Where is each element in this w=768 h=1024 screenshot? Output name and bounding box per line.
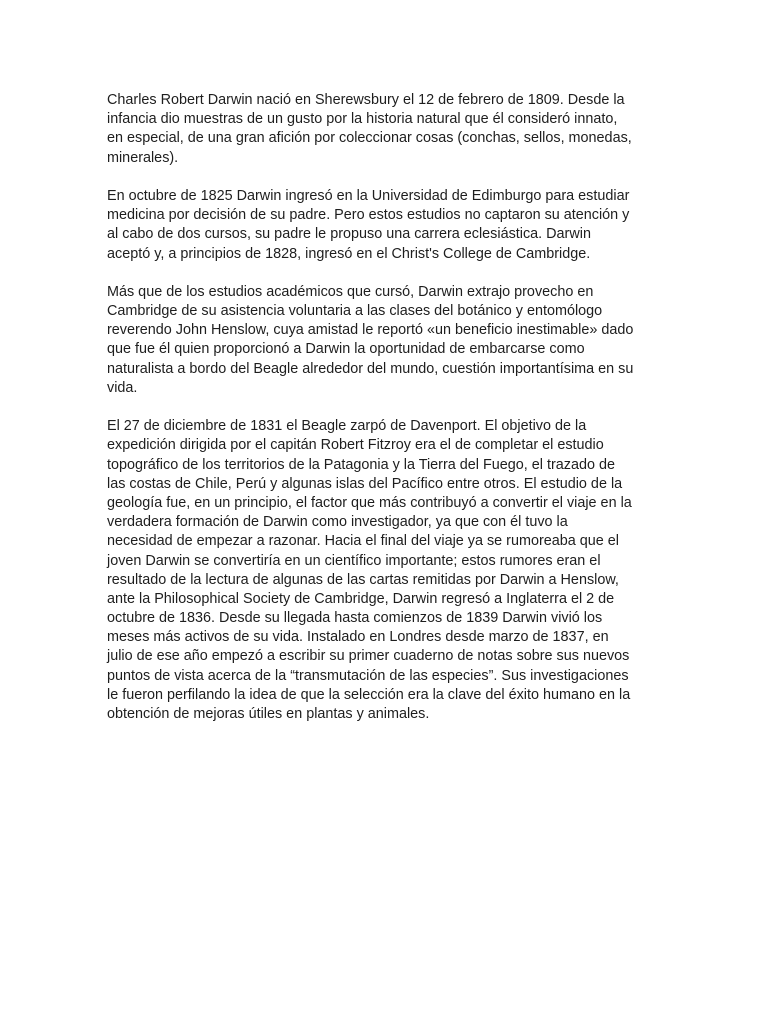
- text-line: verdadera formación de Darwin como investigador, ya que con él tuvo la: [107, 514, 568, 531]
- text-line: al cabo de dos cursos, su padre le propuso una carrera eclesiástica. Darwin: [107, 226, 591, 243]
- text-line: El 27 de diciembre de 1831 el Beagle zarpó de Davenport. El objetivo de la: [107, 418, 587, 435]
- text-line: Charles Robert Darwin nació en Sherewsbury el 12 de febrero de 1809. Desde la: [107, 92, 625, 108]
- text-line: que fue él quien proporcionó a Darwin la oportunidad de embarcarse como: [107, 341, 585, 358]
- text-line: julio de ese año empezó a escribir su primer cuaderno de notas sobre sus nuevos: [107, 648, 630, 665]
- text-line: Más que de los estudios académicos que cursó, Darwin extrajo provecho en: [107, 283, 594, 300]
- text-line: medicina por decisión de su padre. Pero estos estudios no captaron su atención y: [107, 207, 630, 224]
- text-line: aceptó y, a principios de 1828, ingresó en el Christ's College de Cambridge.: [107, 245, 591, 262]
- text-line: expedición dirigida por el capitán Robert Fitzroy era el de completar el estudio: [107, 437, 604, 454]
- paragraph-cambridge: [107, 283, 659, 398]
- text-line: naturalista a bordo del Beagle alrededor del mundo, cuestión importantísima en su: [107, 360, 634, 377]
- text-line: en especial, de una gran afición por coleccionar cosas (conchas, sellos, monedas,: [107, 130, 632, 147]
- text-line: puntos de vista acerca de la “transmutación de las especies”. Sus investigaciones: [107, 667, 629, 684]
- paragraph-edinburgh: [107, 187, 659, 264]
- text-line: infancia dio muestras de un gusto por la historia natural que él consideró innato,: [107, 111, 618, 128]
- text-line: obtención de mejoras útiles en plantas y animales.: [107, 706, 430, 722]
- text-line: joven Darwin se convertiría en un científico importante; estos rumores eran el: [107, 552, 601, 569]
- text-line: octubre de 1836. Desde su llegada hasta comienzos de 1839 Darwin vivió los: [107, 610, 603, 627]
- text-line: reverendo John Henslow, cuya amistad le reportó «un beneficio inestimable» dado: [107, 322, 634, 339]
- text-line: geología fue, en un principio, el factor que más contribuyó a convertir el viaje en la: [107, 494, 632, 511]
- text-line: las costas de Chile, Perú y algunas islas del Pacífico entre otros. El estudio de la: [107, 475, 623, 492]
- text-line: minerales).: [107, 149, 179, 166]
- text-line: meses más activos de su vida. Instalado en Londres desde marzo de 1837, en: [107, 629, 609, 646]
- text-line: ante la Philosophical Society de Cambridge, Darwin regresó a Inglaterra el 2 de: [107, 590, 615, 607]
- text-line: En octubre de 1825 Darwin ingresó en la Universidad de Edimburgo para estudiar: [107, 187, 630, 204]
- text-line: resultado de la lectura de algunas de las cartas remitidas por Darwin a Henslow,: [107, 571, 619, 588]
- paragraph-beagle: [107, 417, 659, 724]
- text-line: topográfico de los territorios de la Patagonia y la Tierra del Fuego, el trazado de: [107, 456, 615, 473]
- text-line: vida.: [107, 379, 138, 396]
- text-line: necesidad de empezar a razonar. Hacia el final del viaje ya se rumoreaba que el: [107, 533, 619, 550]
- text-line: le fueron perfilando la idea de que la selección era la clave del éxito humano en la: [107, 686, 631, 703]
- text-line: Cambridge de su asistencia voluntaria a las clases del botánico y entomólogo: [107, 303, 603, 320]
- document-body: [107, 91, 659, 743]
- paragraph-birth: [107, 91, 659, 168]
